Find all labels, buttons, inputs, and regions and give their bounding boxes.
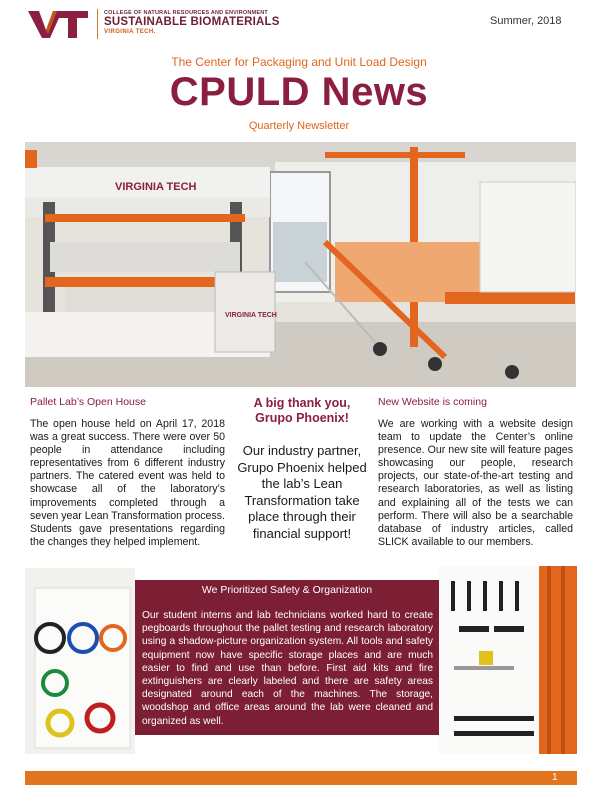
open-house-heading: Pallet Lab’s Open House bbox=[30, 396, 146, 408]
open-house-body: The open house held on April 17, 2018 was a great success. There were over 50 people in attendance including representatives from 6 different industry partners. The catered event was held to showcase all of the laboratory’s improvements completed through a seven year Lean Transformation process. Students gave presentations regarding the changes they helped implement. bbox=[30, 418, 225, 548]
pegboard-photo-right bbox=[439, 566, 577, 754]
university-name: VIRGINIA TECH. bbox=[104, 29, 156, 35]
logo-divider bbox=[97, 9, 98, 39]
machine-label-small: VIRGINIA TECH bbox=[225, 312, 277, 319]
newsletter-subtitle: Quarterly Newsletter bbox=[248, 120, 350, 132]
thank-you-line-1: A big thank you, bbox=[253, 396, 351, 410]
pegboard-photo-left bbox=[25, 568, 135, 754]
edition-date: Summer, 2018 bbox=[490, 15, 562, 27]
department-name: SUSTAINABLE BIOMATERIALS bbox=[104, 16, 280, 28]
college-name: COLLEGE OF NATURAL RESOURCES AND ENVIRONMENT bbox=[104, 10, 268, 16]
center-name: The Center for Packaging and Unit Load Design bbox=[171, 55, 427, 69]
website-body: We are working with a website design team to update the Center’s online presence. Our new site will feature pages showcasing our people, research projects, our state-of-the-art testing and research laboratories, as well as listing and explaining all of the tests we can perform. There will also be a searchable database of industry articles, called SLICK available to our members. bbox=[378, 418, 573, 548]
thank-you-body: Our industry partner, Grupo Phoenix helped the lab’s Lean Transformation take place through their financial support! bbox=[237, 443, 367, 541]
website-heading: New Website is coming bbox=[378, 396, 487, 408]
machine-label: VIRGINIA TECH bbox=[115, 181, 197, 193]
safety-heading: We Prioritized Safety & Organization bbox=[201, 584, 373, 596]
thank-you-line-2: Grupo Phoenix! bbox=[255, 411, 349, 425]
safety-body: Our student interns and lab technicians worked hard to create pegboards throughout the pallet testing and research laboratory using a shadow-picture organization system. All tools and safety equipment now have specific storage places and are much easier to find and use than before. First aid kits and fire extinguishers are clearly labeled and there are safety areas designated around each of the machines. The storage, woodshop and office areas around the lab were cleaned and organized as well. bbox=[142, 610, 433, 727]
footer-bar bbox=[25, 771, 577, 785]
newsletter-title: CPULD News bbox=[169, 70, 429, 114]
thank-you-heading bbox=[232, 396, 372, 426]
page-number: 1 bbox=[552, 772, 558, 783]
hero-lab-photo bbox=[25, 142, 576, 387]
virginia-tech-logo bbox=[26, 8, 90, 40]
